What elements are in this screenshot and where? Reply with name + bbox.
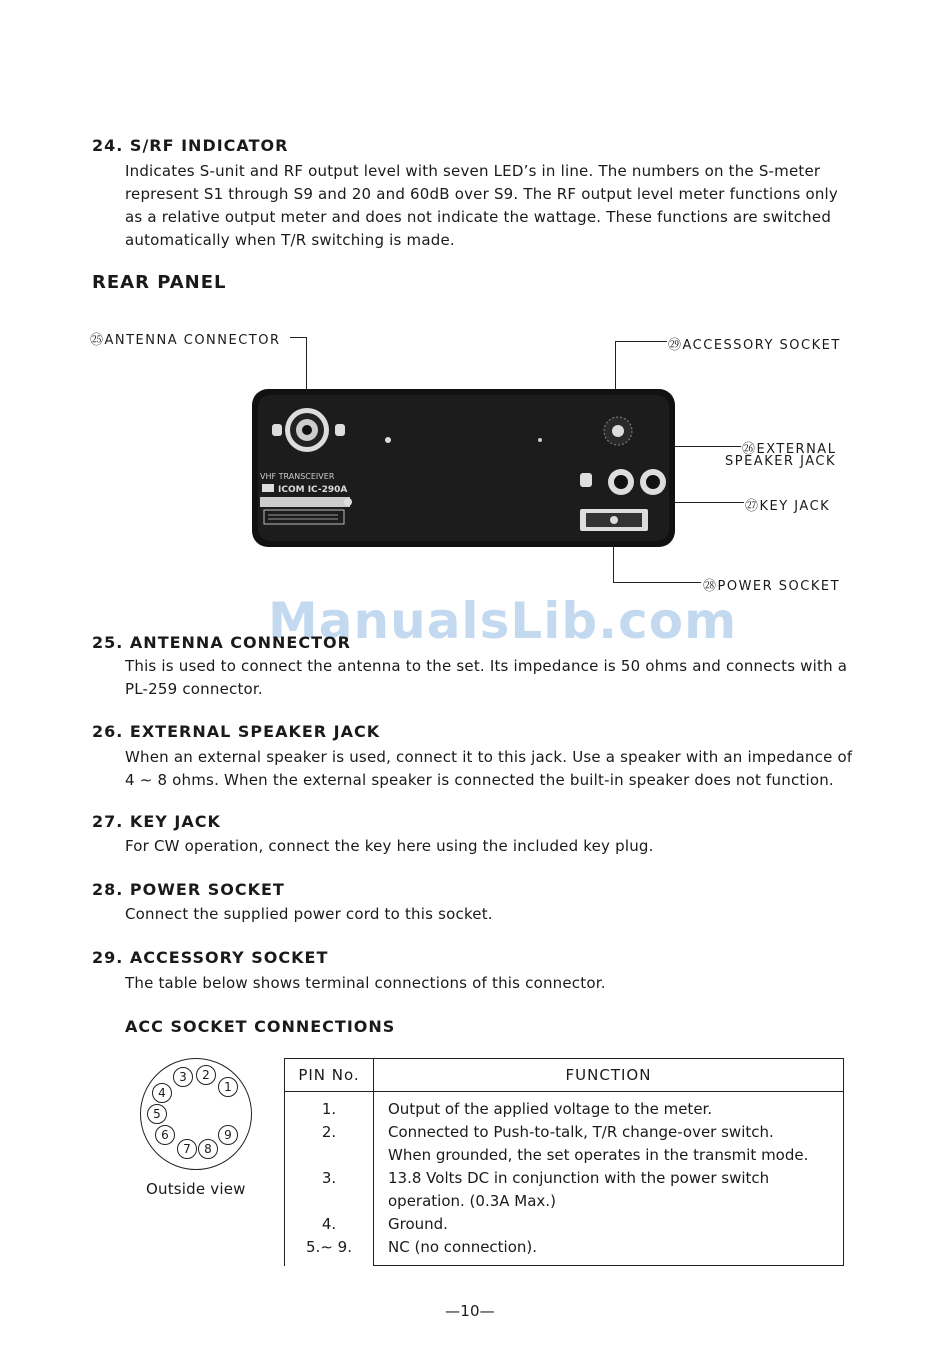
section-29-body	[125, 972, 855, 995]
function-text: NC (no connection).	[388, 1238, 538, 1256]
svg-text:ICOM IC-290A: ICOM IC-290A	[278, 485, 348, 495]
pin-2: 2	[196, 1065, 216, 1085]
pin-4: 4	[152, 1083, 172, 1103]
watermark-text: ManualsLib.com	[268, 592, 738, 650]
section-27-heading: 27. KEY JACK	[92, 812, 221, 831]
section-26-body	[125, 746, 855, 792]
label-key-jack: ㉗KEY JACK	[745, 499, 831, 514]
function-text: When grounded, the set operates in the transmit mode.	[388, 1146, 809, 1164]
function-text: Connected to Push-to-talk, T/R change-over switch.	[388, 1123, 774, 1141]
acc-connections-table	[284, 1058, 844, 1266]
pin-5: 5	[147, 1104, 167, 1124]
function-text: Output of the applied voltage to the meter.	[388, 1100, 713, 1118]
pin-number: 1.	[321, 1100, 337, 1118]
function-text: operation. (0.3A Max.)	[388, 1192, 556, 1210]
pin-number: 2.	[321, 1123, 337, 1141]
pin-number: 5.∼ 9.	[306, 1238, 352, 1256]
table-function-column	[374, 1092, 844, 1266]
section-28-heading: 28. POWER SOCKET	[92, 880, 285, 899]
table-header-pin: PIN No.	[285, 1059, 374, 1092]
section-28-line: Connect the supplied power cord to this socket.	[125, 905, 493, 923]
table-pin-column	[285, 1092, 374, 1266]
section-27-line: For CW operation, connect the key here using the included key plug.	[125, 837, 654, 855]
label-external-speaker-1: ㉖EXTERNAL	[742, 442, 837, 457]
pin-number: 3.	[321, 1169, 337, 1187]
pin-6: 6	[155, 1125, 175, 1145]
pin-9: 9	[218, 1125, 238, 1145]
section-27-body	[125, 835, 855, 858]
pin-8: 8	[198, 1139, 218, 1159]
pin-7: 7	[177, 1139, 197, 1159]
label-external-speaker-2: SPEAKER JACK	[725, 454, 836, 469]
section-24-heading: 24. S/RF INDICATOR	[92, 136, 289, 155]
acc-socket-pin-diagram	[140, 1058, 252, 1170]
pin-1: 1	[218, 1077, 238, 1097]
label-power-socket: ㉘POWER SOCKET	[703, 579, 841, 594]
table-header-function: FUNCTION	[374, 1059, 844, 1092]
section-26-line: 4 ∼ 8 ohms. When the external speaker is connected the built-in speaker does not function.	[125, 771, 834, 789]
label-accessory-socket: ㉙ACCESSORY SOCKET	[668, 338, 841, 353]
acc-heading: ACC SOCKET CONNECTIONS	[125, 1017, 396, 1036]
section-25-body	[125, 655, 855, 701]
section-26-heading: 26. EXTERNAL SPEAKER JACK	[92, 722, 381, 741]
section-25-line: PL-259 connector.	[125, 680, 263, 698]
section-25-line: This is used to connect the antenna to the set. Its impedance is 50 ohms and connects with a	[125, 657, 848, 675]
section-24-line: Indicates S-unit and RF output level with seven LED’s in line. The numbers on the S-meter	[125, 162, 821, 180]
section-29-line: The table below shows terminal connections of this connector.	[125, 974, 606, 992]
section-26-line: When an external speaker is used, connect it to this jack. Use a speaker with an impedance of	[125, 748, 853, 766]
label-antenna-connector: ㉕ANTENNA CONNECTOR	[90, 333, 281, 348]
section-28-body	[125, 903, 855, 926]
transceiver-rear-drawing	[250, 387, 677, 551]
pin-number: 4.	[321, 1215, 337, 1233]
section-24-body	[125, 160, 855, 252]
rear-panel-heading: REAR PANEL	[92, 272, 227, 293]
page-number: —10—	[445, 1302, 495, 1320]
outside-view-caption: Outside view	[146, 1180, 246, 1198]
section-24-line: automatically when T/R switching is made.	[125, 231, 455, 249]
section-29-heading: 29. ACCESSORY SOCKET	[92, 948, 329, 967]
section-25-heading: 25. ANTENNA CONNECTOR	[92, 633, 351, 652]
svg-text:VHF TRANSCEIVER: VHF TRANSCEIVER	[260, 472, 335, 481]
function-text: 13.8 Volts DC in conjunction with the power switch	[388, 1169, 770, 1187]
pin-3: 3	[173, 1067, 193, 1087]
section-24-line: as a relative output meter and does not indicate the wattage. These functions are switched	[125, 208, 832, 226]
section-24-line: represent S1 through S9 and 20 and 60dB over S9. The RF output level meter functions only	[125, 185, 838, 203]
function-text: Ground.	[388, 1215, 448, 1233]
